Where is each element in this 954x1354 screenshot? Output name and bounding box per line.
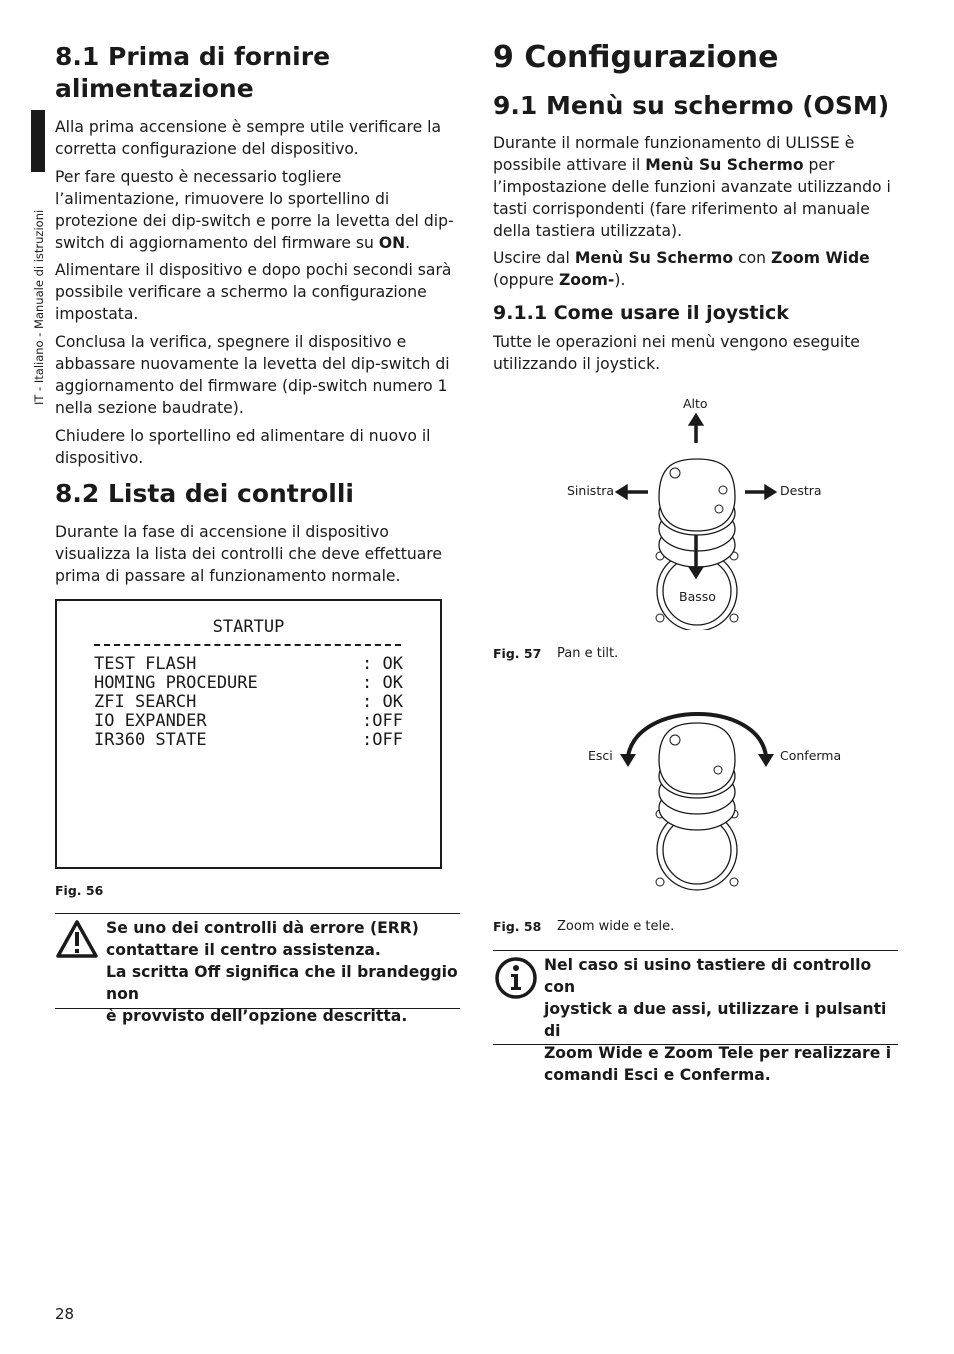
section-9-1-1-title: 9.1.1 Come usare il joystick <box>493 302 789 324</box>
s81-paragraph-5: Chiudere lo sportellino ed alimentare di nuovo il dispositivo. <box>55 427 431 467</box>
warning-triangle-icon <box>56 920 98 958</box>
info-text <box>544 954 904 1086</box>
text-run: (oppure <box>493 271 559 289</box>
fig-57-caption: Pan e tilt. <box>557 646 619 661</box>
s91-paragraph-2 <box>493 247 898 291</box>
info-note <box>493 950 898 1084</box>
section-8-1-title: 8.1 Prima di fornire alimentazione <box>55 42 331 103</box>
joystick-zoom-diagram <box>493 690 903 895</box>
text-run-bold: Zoom Wide <box>771 249 870 267</box>
label-up: Alto <box>683 396 708 411</box>
fig-56-label: Fig. 56 <box>55 883 104 898</box>
s91-paragraph-1 <box>493 132 898 242</box>
startup-row-value: :OFF <box>362 711 403 731</box>
info-line: comandi Esci e Conferma. <box>544 1066 771 1084</box>
startup-row <box>94 674 403 693</box>
s911-paragraph: Tutte le operazioni nei menù vengono eseguite utilizzando il joystick. <box>493 333 860 373</box>
startup-row <box>94 712 403 731</box>
warning-line: contattare il centro assistenza. <box>106 941 381 959</box>
startup-row-label: IO EXPANDER <box>94 711 207 731</box>
sidebar-marker <box>31 110 45 172</box>
info-line: joystick a due assi, utilizzare i pulsanti di <box>544 1000 887 1040</box>
startup-row <box>94 731 403 750</box>
s81-paragraph-3: Alimentare il dispositivo e dopo pochi secondi sarà possibile verificare a schermo la configurazione impostata. <box>55 261 452 323</box>
text-run-bold: Menù Su Schermo <box>574 249 734 267</box>
fig-58-label: Fig. 58 <box>493 919 542 934</box>
label-exit: Esci <box>588 748 613 763</box>
info-line: Zoom Wide e Zoom Tele per realizzare i <box>544 1044 892 1062</box>
fig-57-label: Fig. 57 <box>493 646 542 661</box>
warning-note <box>55 913 460 1025</box>
label-right: Destra <box>780 483 822 498</box>
label-confirm: Conferma <box>780 748 842 763</box>
startup-row-value: : OK <box>362 692 403 712</box>
startup-row-value: :OFF <box>362 730 403 750</box>
warning-text <box>106 917 466 1027</box>
startup-row <box>94 693 403 712</box>
chapter-9-title: 9 Configurazione <box>493 40 779 75</box>
text-run: Uscire dal <box>493 249 575 267</box>
text-run-bold: Menù Su Schermo <box>645 156 804 174</box>
warning-line: La scritta Off significa che il brandeggio non <box>106 963 458 1003</box>
startup-row-label: TEST FLASH <box>94 654 197 674</box>
s81-paragraph-2: Per fare questo è necessario togliere l’alimentazione, rimuovere lo sportellino di protezione dei dip-switch e porre la levetta del dip-switch di aggiornamento del firmware su ON. <box>55 168 454 252</box>
section-8-2-title: 8.2 Lista dei controlli <box>55 479 354 508</box>
startup-row-value: : OK <box>362 654 403 674</box>
info-line: Nel caso si usino tastiere di controllo con <box>544 956 872 996</box>
startup-row-label: ZFI SEARCH <box>94 692 197 712</box>
text-run: ). <box>614 271 626 289</box>
startup-divider <box>94 644 401 646</box>
startup-row-value: : OK <box>362 673 403 693</box>
label-left: Sinistra <box>567 483 615 498</box>
startup-row-label: IR360 STATE <box>94 730 207 750</box>
warning-line: Se uno dei controlli dà errore (ERR) <box>106 919 419 937</box>
warning-line: è provvisto dell’opzione descritta. <box>106 1007 408 1025</box>
text-run-bold: Zoom- <box>558 271 615 289</box>
page-number: 28 <box>55 1305 75 1323</box>
sidebar-label: IT - Italiano - Manuale di istruzioni <box>32 209 46 405</box>
startup-row-label: HOMING PROCEDURE <box>94 673 258 693</box>
section-9-1-title: 9.1 Menù su schermo (OSM) <box>493 91 890 120</box>
s81-paragraph-1: Alla prima accensione è sempre utile verificare la corretta configurazione del dispositivo. <box>55 118 442 158</box>
text-run: con <box>733 249 772 267</box>
info-circle-icon <box>494 956 538 1000</box>
startup-screen <box>55 599 442 869</box>
text-run-bold: ON <box>378 234 406 252</box>
s81-paragraph-4: Conclusa la verifica, spegnere il dispositivo e abbassare nuovamente la levetta del dip-switch di aggiornamento del firmware (dip-switch numero 1 nella sezione baudrate). <box>55 333 450 417</box>
startup-title: STARTUP <box>212 617 285 637</box>
s82-paragraph: Durante la fase di accensione il dispositivo visualizza la lista dei controlli che deve effettuare prima di passare al funzionamento normale. <box>55 523 442 585</box>
label-down: Basso <box>679 589 716 604</box>
text-run: Durante il normale funzionamento di ULISSE è possibile attivare il <box>493 134 855 174</box>
fig-58-caption: Zoom wide e tele. <box>557 919 675 934</box>
text-run: per l’impostazione delle funzioni avanzate utilizzando i tasti corrispondenti (fare riferimento al manuale della tastiera utilizzata). <box>493 156 891 240</box>
startup-row <box>94 655 403 674</box>
